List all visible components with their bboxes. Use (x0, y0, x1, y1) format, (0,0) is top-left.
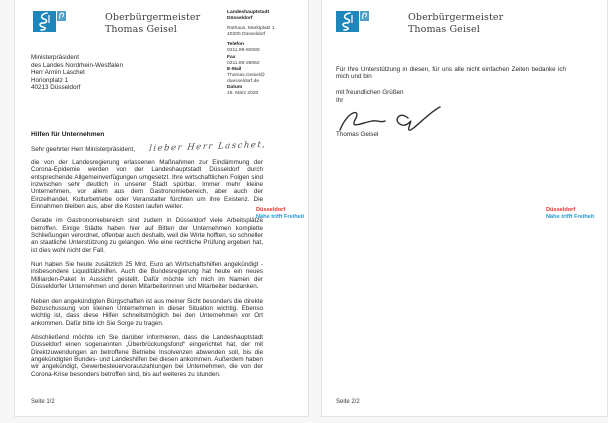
paragraph-2: Gerade im Gastronomiebereich sind zudem in Düsseldorf viele Arbeitsplätze betroffen. Einige Städte haben hier auf Bitten der Unternehmen komplette Schließungen verordnet, offenbar auch deshalb, weil die Wirte hofften, so schneller an staatliche Unterstützung zu gelangen. Wie eine rechtliche Prüfung ergeben hat, ist dies wohl nicht der Fall. (31, 217, 263, 254)
sender-title-line2: Thomas Geisel (105, 23, 177, 35)
paragraph-6: Für Ihre Unterstützung in diesen, für uns alle nicht einfachen Zeiten bedanke ich mich und bin (336, 66, 566, 81)
email-line1: Thomas.Geisel@ (227, 72, 265, 78)
contact-block (227, 10, 305, 101)
date-value: 19. März 2020 (227, 91, 259, 97)
city-slogan-line1: Düsseldorf (546, 207, 576, 213)
email-line2: duesseldorf.de (227, 78, 260, 84)
salutation (31, 139, 267, 155)
email-label: E-Mail (227, 66, 242, 72)
city-slogan-line1: Düsseldorf (256, 207, 286, 213)
phone-label: Telefon (227, 42, 245, 48)
closing-line1: mit freundlichen Grüßen (336, 89, 404, 96)
contact-address-line2: 40200 Düsseldorf (227, 32, 266, 38)
sender-title (105, 12, 200, 35)
city-slogan-line2: Nähe trifft Freiheit (546, 213, 595, 220)
lion-crest-icon (360, 11, 369, 21)
duesseldorf-city-logo (33, 11, 66, 32)
contact-address-line1: Rathaus, Marktplatz 1 (227, 26, 275, 32)
duesseldorf-city-logo (336, 11, 369, 32)
recipient-line: Ministerpräsident (31, 54, 79, 61)
page-number: Seite 1/2 (31, 399, 55, 405)
paragraph-5: Abschließend möchte ich Sie darüber informieren, dass die Landeshauptstadt Düsseldorf einen sogenannten „Überbrückungsfond“ eingerichtet hat, der mit Direktzuwendungen an betroffene Betriebe Insolvenzen abwenden soll, bis die angekündigten Bundes- und Landeshilfen bei diesen ankommen. Außerdem haben wir angekündigt, Gewerbesteuervorauszahlungen bei Unternehmen, die von der Corona-Krise besonders betroffen sind, bis auf weiteres zu stunden. (31, 333, 263, 378)
city-slogan (256, 207, 304, 221)
fax-label: Fax (227, 54, 236, 60)
date-label: Datum (227, 85, 243, 91)
letter-body (31, 159, 263, 378)
recipient-address (31, 54, 123, 92)
subject-line: Hilfen für Unternehmen (31, 131, 105, 138)
coat-of-arms-icon (33, 11, 56, 32)
recipient-line: des Landes Nordrhein-Westfalen (31, 61, 123, 69)
letter-body-continued (336, 66, 566, 81)
phone-number: 0211.89-92080 (227, 48, 260, 54)
lion-crest-icon (57, 11, 66, 21)
coat-of-arms-icon (336, 11, 359, 32)
city-slogan (546, 207, 594, 221)
paragraph-3: Nun haben Sie heute zusätzlich 25 Mrd. Euro an Wirtschaftshilfen angekündigt - insbesondere Liquiditätshilfen. Auch die Bundesregierung hat heute ein neues Milliarden-Paket in Aussicht gestellt. Dafür möchte ich mich im Namen der Düsseldorfer Unternehmen und deren Mitarbeiterinnen und Mitarbeiter bedanken. (31, 261, 263, 291)
contact-org-line1: Landeshauptstadt (227, 10, 270, 15)
sender-title-line1: Oberbürgermeister (408, 12, 504, 23)
salutation-handwritten-note: lieber Herr Laschet, (148, 139, 267, 155)
city-slogan-line2: Nähe trifft Freiheit (256, 213, 305, 220)
contact-org-line2: Düsseldorf (227, 16, 253, 22)
sender-title-line1: Oberbürgermeister (105, 12, 201, 23)
fax-number: 0211.89-29062 (227, 60, 260, 66)
letter-page-2 (321, 0, 608, 417)
signer-name: Thomas Geisel (336, 131, 379, 138)
paragraph-4: Neben den angekündigten Bürgschaften ist aus meiner Sicht besonders die direkte Bezuschussung von kleinen Unternehmen in dieser Situation wichtig. Ebenso wichtig ist, dass diese Hilfen schnellstmöglich bei den Unternehmen vor Ort ankommen. Dafür bitte ich Sie Sorge zu tragen. (31, 297, 263, 327)
recipient-line: Herr Armin Laschet (31, 69, 85, 77)
sender-title (408, 12, 503, 35)
page-number: Seite 2/2 (336, 399, 360, 405)
sender-title-line2: Thomas Geisel (408, 23, 480, 35)
paragraph-1: die von der Landesregierung erlassenen Maßnahmen zur Eindämmung der Corona-Epidemie werden von der Landeshauptstadt Düsseldorf durch entsprechende Allgemeinverfügungen umgesetzt. Ihre wirtschaftlichen Folgen sind inzwischen sehr deutlich in unserer Stadt spürbar. Immer mehr kleine Unternehmen, vor allem aus dem Gastronomiebereich, aber auch der Einzelhandel, Kulturbetriebe oder Veranstalter fürchten um ihre Existenz. Die Einnahmen bleiben aus, aber die Kosten laufen weiter. (31, 159, 263, 211)
letter-page-1 (14, 0, 309, 417)
recipient-line: 40213 Düsseldorf (31, 84, 81, 92)
salutation-printed: Sehr geehrter Herr Ministerpräsident, (31, 146, 135, 153)
closing-line2: Ihr (336, 96, 344, 104)
recipient-line: Horionplatz 1 (31, 76, 69, 84)
